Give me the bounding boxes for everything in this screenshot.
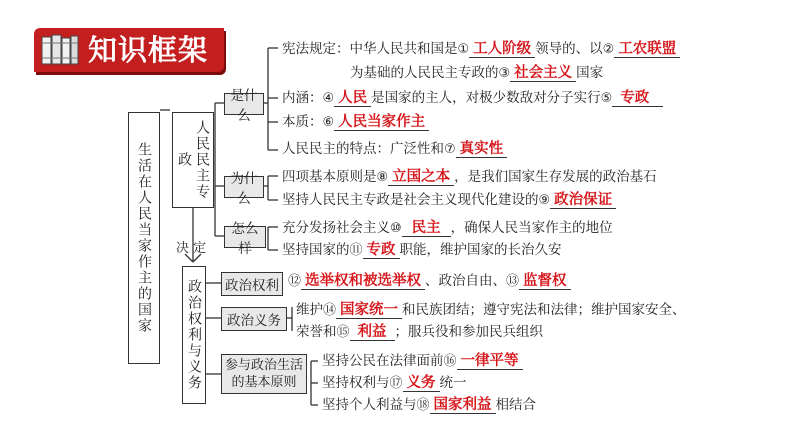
blank-number: ⑦ [444, 142, 456, 157]
line-constitution [282, 40, 680, 59]
answer-blank: 政治保证 [550, 192, 616, 209]
line-democracy [282, 219, 613, 238]
text-segment: 四项基本原则是 [282, 169, 377, 185]
blank-number: ⑩ [390, 221, 402, 236]
node-what: 是什么 [224, 93, 264, 115]
blank-number: ③ [498, 66, 511, 81]
blank-number: ⑫ [288, 274, 302, 289]
text-segment: 、政治自由、 [425, 273, 507, 289]
line-interests [322, 396, 536, 415]
text-segment: ，是我们国家生存发展的政治基石 [454, 169, 657, 185]
branch-rights-duties [182, 266, 206, 404]
line-four-principles [282, 168, 657, 187]
text-segment: 荣誉和 [296, 324, 337, 340]
text-segment: 宪法规定：中华人民共和国是 [282, 41, 458, 57]
blank-number: ② [602, 42, 615, 57]
answer-blank: 选举权和被选举权 [301, 273, 425, 290]
line-constitution-cont [350, 64, 603, 83]
answer-blank: 社会主义 [510, 65, 576, 82]
answer-blank: 义务 [403, 375, 440, 392]
line-political-duties-cont [296, 323, 543, 342]
blank-number: ⑧ [376, 170, 389, 185]
text-segment: ，确保人民当家作主的地位 [450, 220, 613, 236]
text-segment: 充分发扬社会主义 [282, 220, 390, 236]
text-segment: 内涵： [282, 90, 323, 106]
line-dictatorship-function [282, 241, 562, 260]
text-segment: 职能，维护国家的长治久安 [399, 242, 562, 258]
text-segment: 国家 [576, 65, 604, 81]
branch-dictatorship [172, 112, 214, 208]
text-segment: 领导的、以 [535, 41, 603, 57]
line-equality [322, 352, 523, 371]
root-node [128, 112, 160, 364]
text-segment: 坚持国家的 [282, 242, 350, 258]
answer-blank: 一律平等 [457, 353, 523, 370]
node-why: 为什么 [224, 176, 264, 198]
line-political-rights [288, 272, 571, 291]
answer-blank: 国家利益 [430, 397, 496, 414]
page-title: 知识框架 [88, 33, 209, 67]
blank-number: ① [457, 42, 470, 57]
node-principles: 参与政治生活的基本原则 [221, 354, 307, 394]
blank-number: ⑭ [323, 303, 337, 318]
node-rights: 政治权利 [221, 272, 283, 296]
line-connotation [282, 89, 663, 108]
line-feature [282, 140, 507, 159]
branch-dictatorship-label: 人民民主专政 [176, 120, 210, 200]
line-political-guarantee [282, 191, 616, 210]
line-rights-duties [322, 374, 467, 393]
blank-number: ⑬ [506, 274, 520, 289]
text-segment: 相结合 [495, 397, 537, 413]
blank-number: ⑱ [416, 398, 430, 413]
text-segment: 坚持个人利益与 [322, 397, 417, 413]
blank-number: ⑥ [322, 115, 335, 130]
blank-number: ⑰ [389, 376, 403, 391]
answer-blank: 人民 [334, 90, 371, 107]
text-segment: 是国家的主人，对极少数敌对分子实行 [371, 90, 601, 106]
blank-number: ⑪ [349, 243, 363, 258]
line-political-duties [296, 301, 686, 320]
answer-blank: 监督权 [519, 273, 571, 290]
answer-blank: 利益 [350, 324, 395, 341]
answer-blank: 国家统一 [336, 302, 402, 319]
text-segment: 坚持权利与 [322, 375, 390, 391]
answer-blank: 真实性 [456, 141, 508, 158]
text-segment: 为基础的人民民主专政的 [350, 65, 499, 81]
blank-number: ⑮ [336, 325, 350, 340]
answer-blank: 工人阶级 [469, 41, 535, 58]
text-segment: 维护 [296, 302, 323, 318]
blank-number: ④ [322, 91, 335, 106]
line-essence [282, 113, 429, 132]
answer-blank: 民主 [402, 220, 451, 237]
text-segment: 坚持公民在法律面前 [322, 353, 444, 369]
answer-blank: 立国之本 [388, 169, 454, 186]
text-segment: 坚持人民民主专政是社会主义现代化建设的 [282, 192, 539, 208]
answer-blank: 人民当家作主 [334, 114, 429, 131]
decide-label: 决 定 [176, 241, 207, 256]
blank-number: ⑯ [443, 354, 457, 369]
blank-number: ⑨ [538, 193, 551, 208]
text-segment: ；服兵役和参加民兵组织 [394, 324, 544, 340]
text-segment: 统一 [439, 375, 467, 391]
branch-rights-duties-label: 政治权利与义务 [186, 279, 202, 391]
text-segment: 和民族团结；遵守宪法和法律；维护国家安全、 [402, 302, 686, 318]
text-segment: 人民民主的特点：广泛性和 [282, 141, 444, 157]
blank-number: ⑤ [600, 91, 613, 106]
answer-blank: 专政 [363, 242, 400, 259]
node-how: 怎么样 [224, 226, 266, 248]
root-label: 生活在人民当家作主的国家 [136, 142, 152, 334]
answer-blank: 专政 [612, 90, 663, 107]
node-duties: 政治义务 [221, 307, 287, 331]
answer-blank: 工农联盟 [614, 41, 680, 58]
text-segment: 本质： [282, 114, 323, 130]
